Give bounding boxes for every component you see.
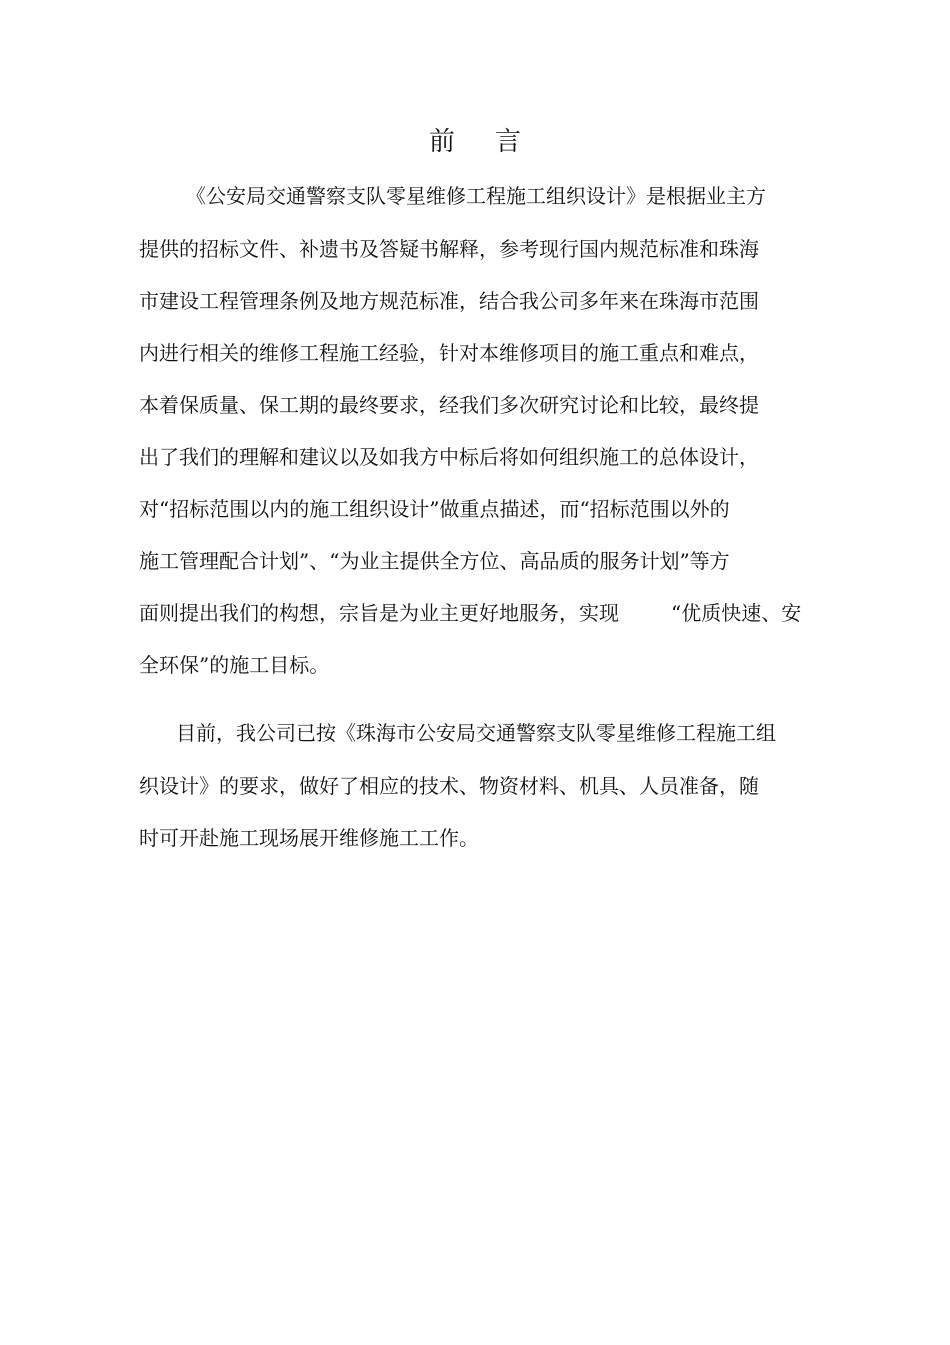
paragraph-2-line-3: 时可开赴施工现场展开维修施工工作。 bbox=[139, 826, 479, 850]
title-char-2: 言 bbox=[495, 127, 522, 157]
paragraph-1-line-8: 施工管理配合计划”、“为业主提供全方位、高品质的服务计划”等方 bbox=[139, 549, 730, 573]
page-title bbox=[0, 120, 950, 164]
paragraph-1-line-9-head: 面则提出我们的构想，宗旨是为业主更好地服务，实现 bbox=[139, 601, 619, 625]
paragraph-1-line-7: 对“招标范围以内的施工组织设计”做重点描述，而“招标范围以外的 bbox=[139, 497, 730, 521]
paragraph-1-line-9-tail: “优质快速、安 bbox=[671, 601, 802, 625]
paragraph-1-line-1: 《公安局交通警察支队零星维修工程施工组织设计》是根据业主方 bbox=[186, 184, 766, 208]
paragraph-1-line-9 bbox=[139, 598, 801, 628]
paragraph-1-line-5: 本着保质量、保工期的最终要求，经我们多次研究讨论和比较，最终提 bbox=[139, 393, 759, 417]
paragraph-1-line-6: 出了我们的理解和建议以及如我方中标后将如何组织施工的总体设计， bbox=[139, 445, 759, 469]
paragraph-2-line-1: 目前，我公司已按《珠海市公安局交通警察支队零星维修工程施工组 bbox=[176, 721, 776, 745]
paragraph-1-line-3: 市建设工程管理条例及地方规范标准，结合我公司多年来在珠海市范围 bbox=[139, 289, 759, 313]
paragraph-1-line-2: 提供的招标文件、补遗书及答疑书解释，参考现行国内规范标准和珠海 bbox=[139, 237, 759, 261]
paragraph-1-line-4: 内进行相关的维修工程施工经验，针对本维修项目的施工重点和难点， bbox=[139, 341, 759, 365]
title-char-1: 前 bbox=[428, 127, 455, 157]
paragraph-2-line-2: 织设计》的要求，做好了相应的技术、物资材料、机具、人员准备，随 bbox=[139, 774, 759, 798]
paragraph-1-line-10: 全环保”的施工目标。 bbox=[139, 653, 330, 677]
